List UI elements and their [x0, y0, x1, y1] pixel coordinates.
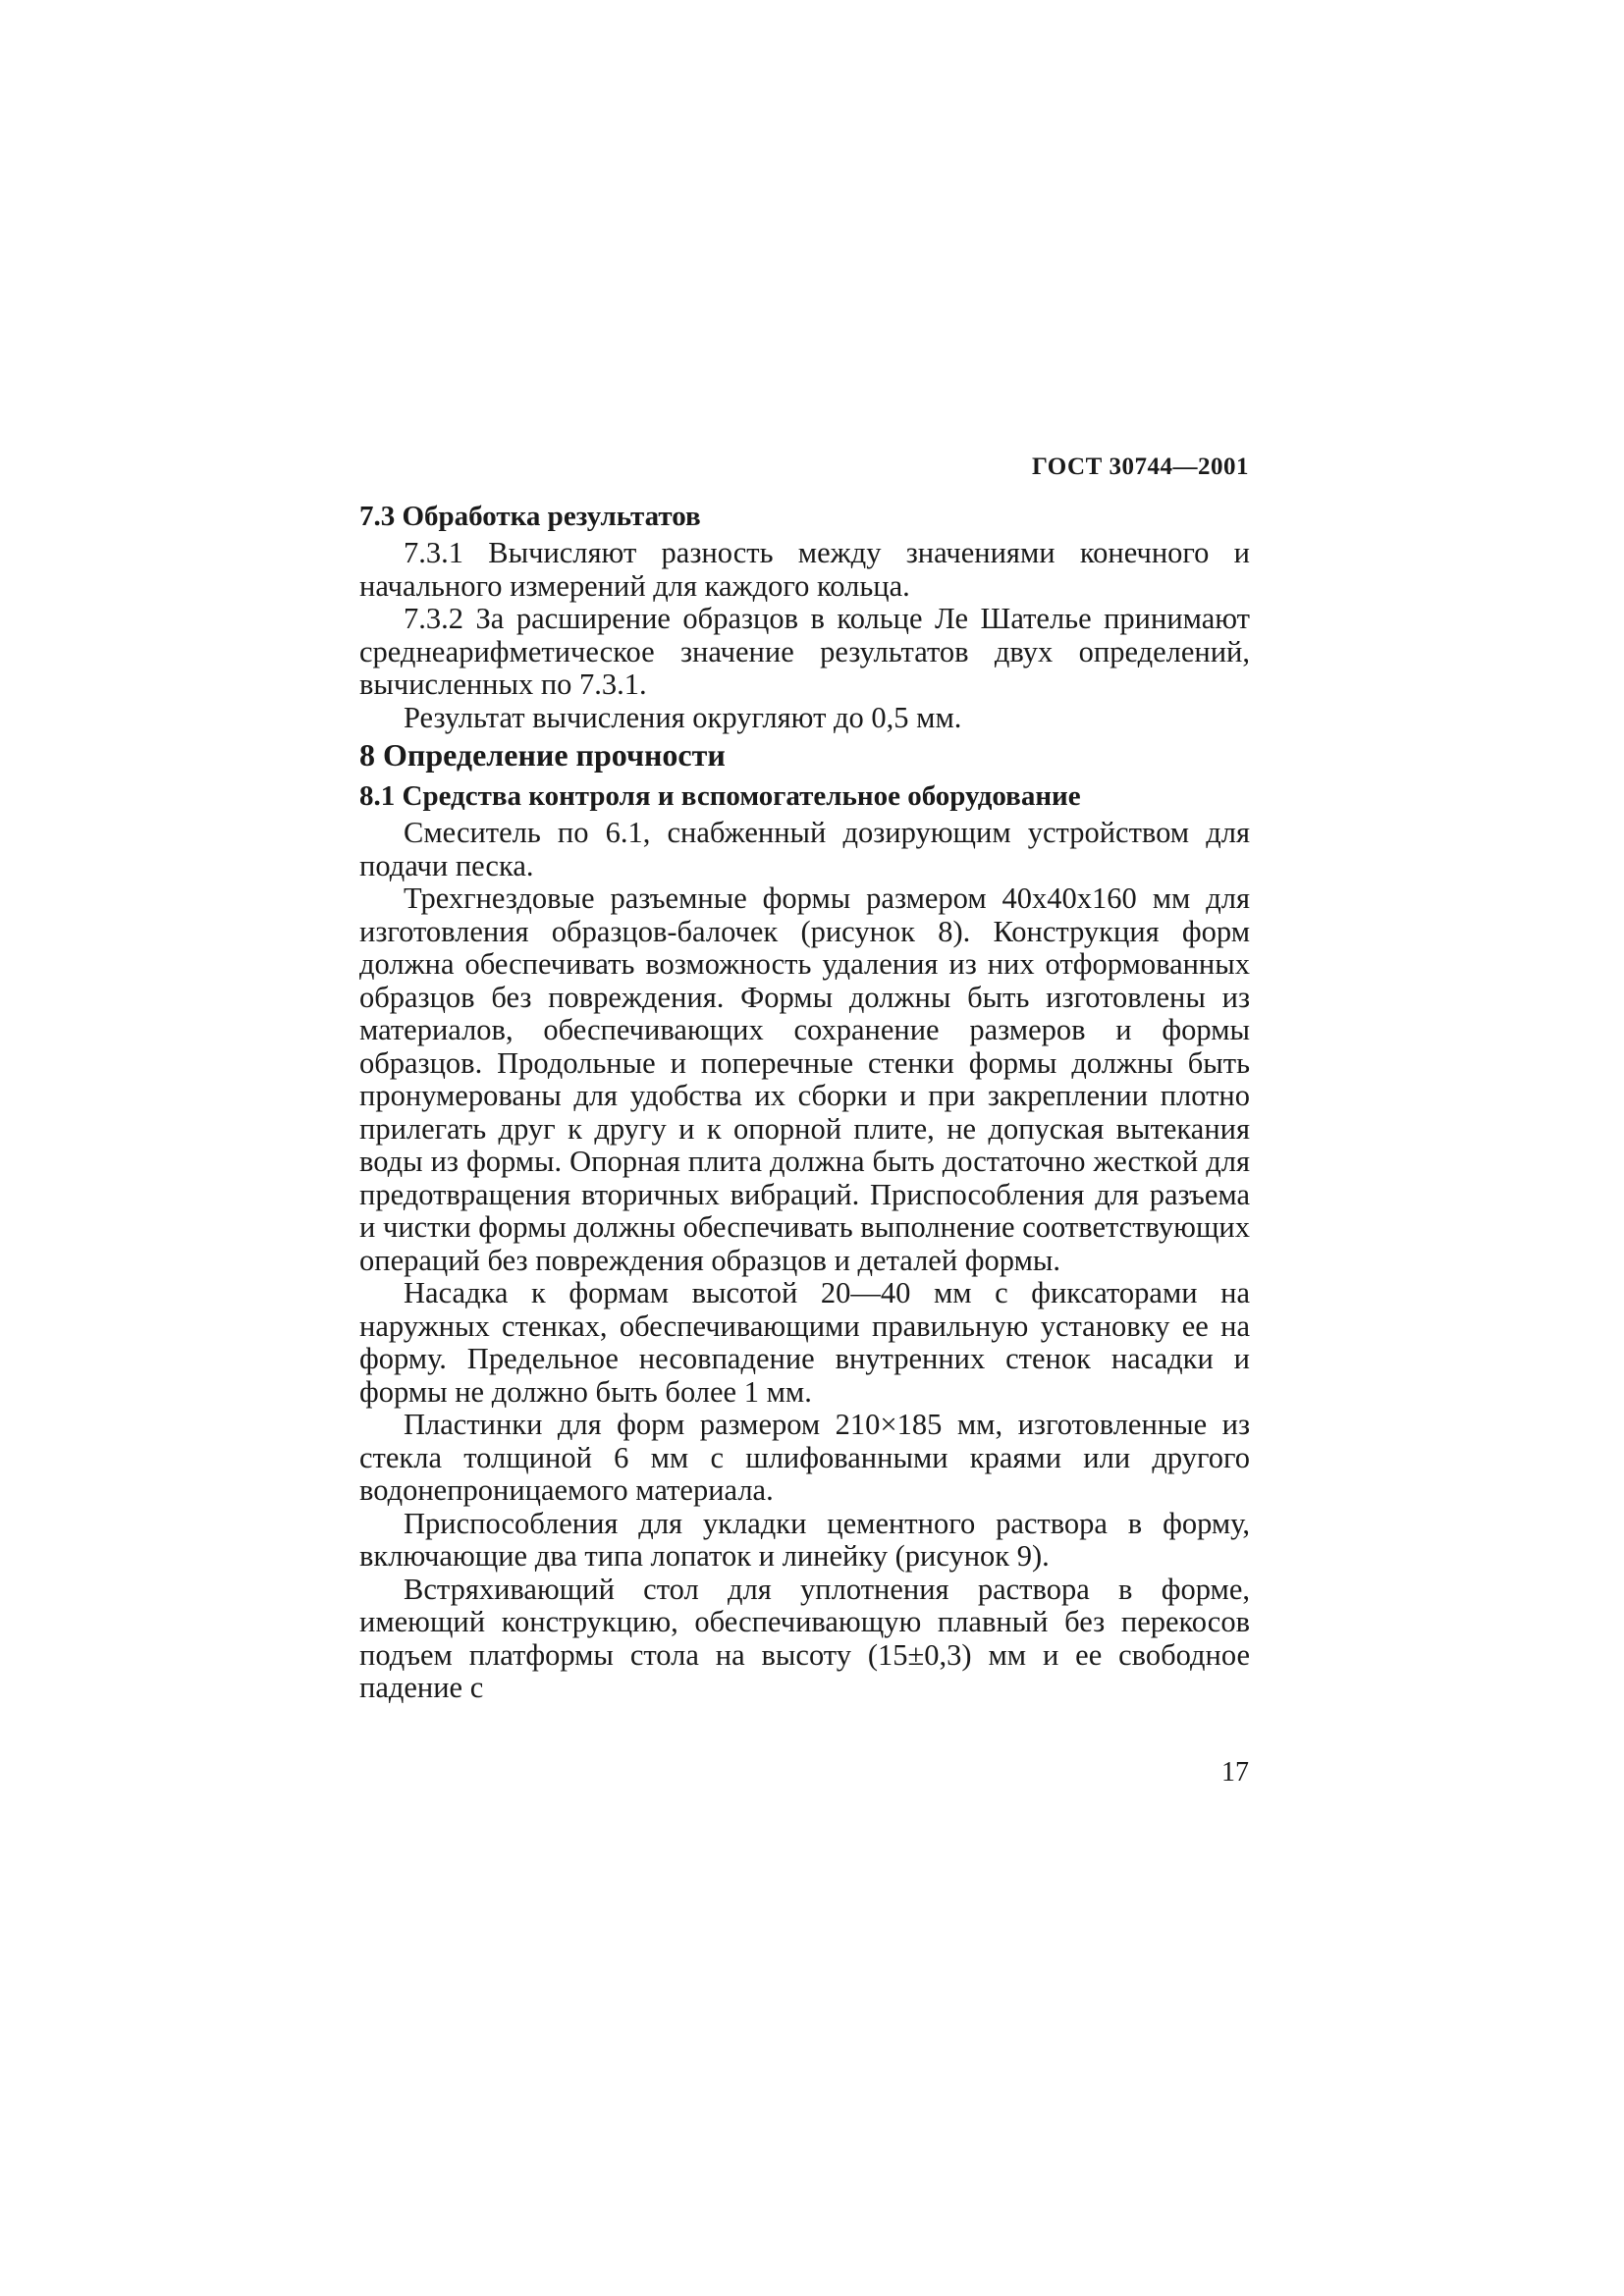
paragraph-mixer: Смеситель по 6.1, снабженный дозирующим устройством для подачи песка. — [359, 816, 1250, 882]
paragraph-7-3-1: 7.3.1 Вычисляют разность между значениями конечного и начального измерений для каждого кольца. — [359, 536, 1250, 603]
page-content — [359, 496, 1250, 1705]
standard-header: ГОСТ 30744—2001 — [1031, 454, 1249, 480]
section-8-heading: 8 Определение прочности — [359, 737, 726, 773]
paragraph-molds: Трехгнездовые разъемные формы размером 40x40x160 мм для изготовления образцов-балочек (рисунок 8). Конструкция форм должна обеспечивать возможность удаления из них отформованных образцов без повреждения. Формы должны быть изготовлены из материалов, обеспечивающих сохранение размеров и формы образцов. Продольные и поперечные стенки формы должны быть пронумерованы для удобства их сборки и при закреплении плотно прилегать друг к другу и к опорной плите, не допуская вытекания воды из формы. Опорная плита должна быть достаточно жесткой для предотвращения вторичных вибраций. Приспособления для разъема и чистки формы должны обеспечивать выполнение соответствующих операций без повреждения образцов и деталей формы. — [359, 881, 1250, 1277]
section-8-1-heading: 8.1 Средства контроля и вспомогательное оборудование — [359, 780, 1081, 812]
paragraph-plates: Пластинки для форм размером 210×185 мм, изготовленные из стекла толщиной 6 мм с шлифованными краями или другого водонепроницаемого материала. — [359, 1408, 1250, 1507]
section-7-3-heading: 7.3 Обработка результатов — [359, 501, 701, 532]
paragraph-7-3-result: Результат вычисления округляют до 0,5 мм. — [404, 700, 962, 734]
paragraph-7-3-2: 7.3.2 За расширение образцов в кольце Ле Шателье принимают среднеарифметическое значение результатов двух определений, вычисленных по 7.3.1. — [359, 602, 1250, 701]
paragraph-jolting-table: Встряхивающий стол для уплотнения раствора в форме, имеющий конструкцию, обеспечивающую плавный без перекосов подъем платформы стола на высоту (15±0,3) мм и ее свободное падение с — [359, 1572, 1250, 1704]
paragraph-mold-collar: Насадка к формам высотой 20—40 мм с фиксаторами на наружных стенках, обеспечивающими правильную установку ее на форму. Предельное несовпадение внутренних стенок насадки и формы не должно быть более 1 мм. — [359, 1276, 1250, 1409]
paragraph-tools: Приспособления для укладки цементного раствора в форму, включающие два типа лопаток и линейку (рисунок 9). — [359, 1506, 1250, 1573]
page-number: 17 — [1221, 1757, 1249, 1788]
